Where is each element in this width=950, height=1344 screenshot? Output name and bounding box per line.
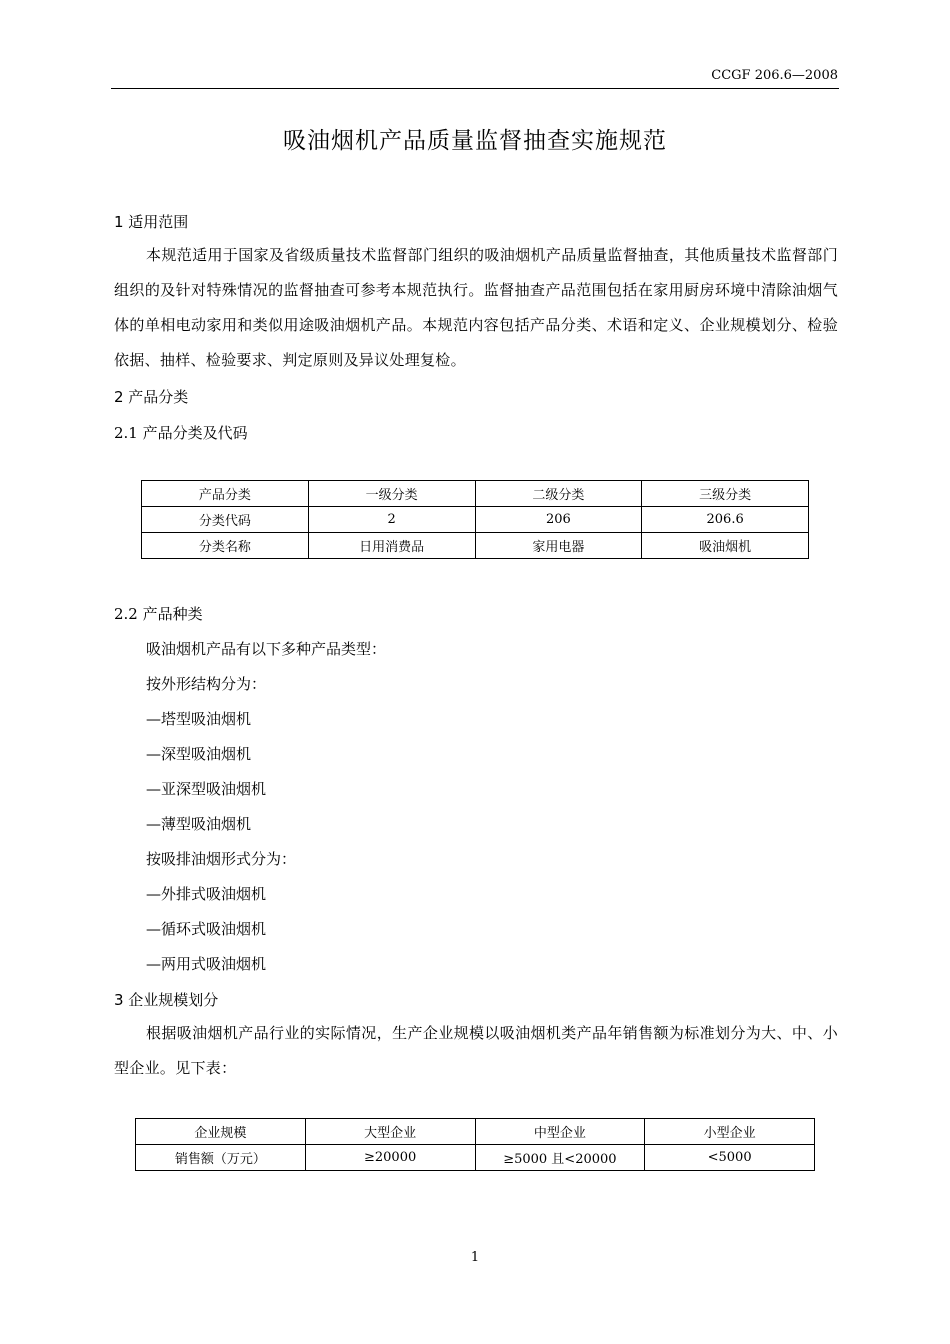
table-cell: 2 bbox=[308, 507, 475, 533]
table-row bbox=[136, 1119, 815, 1145]
table-cell: 家用电器 bbox=[475, 533, 642, 559]
table-cell: 一级分类 bbox=[308, 481, 475, 507]
table-cell: 吸油烟机 bbox=[642, 533, 809, 559]
page-title: 吸油烟机产品质量监督抽查实施规范 bbox=[283, 128, 667, 154]
table-cell: <5000 bbox=[645, 1145, 815, 1171]
list-item: —亚深型吸油烟机 bbox=[146, 780, 267, 798]
list-item: —深型吸油烟机 bbox=[146, 745, 252, 763]
section-3-paragraph: 根据吸油烟机产品行业的实际情况，生产企业规模以吸油烟机类产品年销售额为标准划分为大、中、小型企业。见下表： bbox=[114, 1024, 838, 1077]
list-item: 吸油烟机产品有以下多种产品类型： bbox=[146, 640, 387, 658]
section-2-heading: 2 产品分类 bbox=[114, 388, 189, 406]
list-item: —塔型吸油烟机 bbox=[146, 710, 252, 728]
table-cell: 产品分类 bbox=[142, 481, 309, 507]
list-item: —薄型吸油烟机 bbox=[146, 815, 252, 833]
page-number: 1 bbox=[470, 1250, 480, 1265]
table-cell: 分类代码 bbox=[142, 507, 309, 533]
table-cell: 中型企业 bbox=[475, 1119, 645, 1145]
table-cell: 二级分类 bbox=[475, 481, 642, 507]
table-cell: ≥5000 且<20000 bbox=[475, 1145, 645, 1171]
table-cell: 销售额（万元） bbox=[136, 1145, 306, 1171]
table-row bbox=[142, 481, 809, 507]
header-code: CCGF 206.6—2008 bbox=[711, 68, 838, 83]
table-row bbox=[142, 507, 809, 533]
list-item: —两用式吸油烟机 bbox=[146, 955, 267, 973]
table-cell: 大型企业 bbox=[305, 1119, 475, 1145]
header-rule bbox=[111, 88, 839, 89]
table-cell: 206 bbox=[475, 507, 642, 533]
section-3-heading: 3 企业规模划分 bbox=[114, 991, 219, 1009]
section-2-2-heading: 2.2 产品种类 bbox=[114, 605, 203, 623]
classification-table bbox=[141, 480, 809, 559]
table-cell: 206.6 bbox=[642, 507, 809, 533]
table-row bbox=[136, 1145, 815, 1171]
table-cell: 三级分类 bbox=[642, 481, 809, 507]
table-cell: 企业规模 bbox=[136, 1119, 306, 1145]
section-1-heading: 1 适用范围 bbox=[114, 213, 189, 231]
table-cell: ≥20000 bbox=[305, 1145, 475, 1171]
table-cell: 小型企业 bbox=[645, 1119, 815, 1145]
section-1-paragraph: 本规范适用于国家及省级质量技术监督部门组织的吸油烟机产品质量监督抽查，其他质量技术监督部门组织的及针对特殊情况的监督抽查可参考本规范执行。监督抽查产品范围包括在家用厨房环境中清除油烟气体的单相电动家用和类似用途吸油烟机产品。本规范内容包括产品分类、术语和定义、企业规模划分、检验依据、抽样、检验要求、判定原则及异议处理复检。 bbox=[114, 246, 838, 369]
table-cell: 分类名称 bbox=[142, 533, 309, 559]
list-item: 按吸排油烟形式分为： bbox=[146, 850, 297, 868]
table-cell: 日用消费品 bbox=[308, 533, 475, 559]
table-row bbox=[142, 533, 809, 559]
list-item: 按外形结构分为： bbox=[146, 675, 267, 693]
section-2-1-heading: 2.1 产品分类及代码 bbox=[114, 424, 248, 442]
list-item: —循环式吸油烟机 bbox=[146, 920, 267, 938]
enterprise-scale-table bbox=[135, 1118, 815, 1171]
list-item: —外排式吸油烟机 bbox=[146, 885, 267, 903]
